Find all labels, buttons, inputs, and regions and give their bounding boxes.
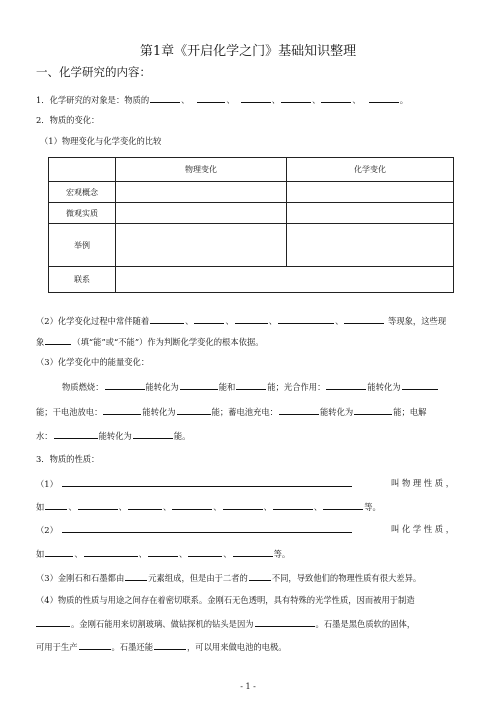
section-heading: 一、化学研究的内容：	[36, 65, 151, 79]
text: 可用于生产	[36, 642, 78, 652]
text: 水：	[36, 431, 53, 441]
text: 象	[36, 337, 45, 347]
question-2-2-line1: （2）化学变化过程中常伴随着 、 、 、 、 等现象，这些现	[36, 316, 447, 326]
text: 能；干电池放电：	[36, 407, 103, 417]
answer-blank[interactable]	[273, 500, 313, 510]
answer-blank[interactable]	[255, 617, 315, 627]
text: 如	[36, 502, 45, 512]
answer-blank[interactable]	[133, 429, 173, 439]
answer-blank[interactable]	[125, 571, 147, 581]
table-row	[49, 203, 454, 224]
table-cell[interactable]	[116, 182, 287, 203]
text: （2）化学变化过程中常伴随着	[36, 316, 150, 326]
question-2: 2．物质的变化：	[36, 115, 100, 125]
text: 不同，导致他们的物理性质有很大差异。	[271, 573, 422, 583]
property-1-line2: 如 、 、 、 、 、 、 等。	[36, 502, 381, 512]
question-2-2-line2	[36, 335, 264, 348]
text: （1）	[36, 479, 58, 489]
answer-blank[interactable]	[326, 380, 366, 390]
text: 。金刚石能用来切割玻璃、做钻探机的钻头是因为	[71, 619, 254, 629]
property-2-line1	[36, 523, 454, 536]
comma: 、	[226, 95, 235, 105]
question-2-1: （1）物理变化与化学变化的比较	[40, 136, 162, 146]
text: 能和	[218, 382, 236, 392]
answer-blank[interactable]	[402, 380, 438, 390]
question-3: 3．物质的性质：	[36, 454, 100, 464]
answer-blank[interactable]	[188, 547, 222, 557]
text: （填“能”或“不能”）作为判断化学变化的根本依据。	[72, 337, 264, 347]
text: 叫 化 学 性 质 ，	[391, 524, 454, 534]
table-row	[49, 224, 454, 267]
answer-blank[interactable]	[154, 640, 186, 650]
comparison-table	[48, 157, 454, 293]
table-cell[interactable]	[116, 224, 287, 267]
text: ，可以用来做电池的电极。	[187, 642, 287, 652]
text: 能转化为	[145, 382, 179, 392]
answer-blank[interactable]	[78, 500, 118, 510]
text: 能；电解	[393, 407, 427, 417]
answer-blank[interactable]	[79, 640, 111, 650]
answer-blank[interactable]	[233, 547, 273, 557]
comma: 、	[271, 95, 281, 105]
answer-blank[interactable]	[36, 617, 70, 627]
comma: 、	[312, 95, 321, 105]
energy-line-3	[36, 429, 190, 442]
text: 能；蓄电池充电：	[211, 407, 278, 417]
text: 能转化为	[319, 407, 354, 417]
answer-blank[interactable]	[54, 429, 98, 439]
answer-blank[interactable]	[369, 93, 399, 103]
question-1-text: 1．化学研究的对象是：物质的	[36, 95, 150, 105]
table-cell[interactable]	[116, 203, 287, 224]
text: 能；光合作用：	[267, 382, 326, 392]
answer-blank[interactable]	[84, 547, 138, 557]
comma: 、	[352, 95, 361, 105]
answer-blank[interactable]	[278, 314, 334, 324]
text: 元素组成，但是由于二者的	[148, 573, 248, 583]
row-label: 宏观概念	[49, 182, 116, 203]
answer-blank[interactable]	[62, 523, 352, 533]
text: 物质燃烧：	[62, 382, 104, 392]
text: 能转化为	[142, 407, 176, 417]
answer-blank[interactable]	[103, 405, 141, 415]
answer-blank[interactable]	[223, 500, 263, 510]
energy-line-1	[62, 380, 439, 393]
answer-blank[interactable]	[279, 405, 319, 415]
page-title: 第1章《开启化学之门》基础知识整理	[139, 44, 357, 59]
property-4-line3	[36, 640, 287, 653]
text: （3）金刚石和石墨都由	[36, 573, 125, 583]
property-2-line2: 如 、 、 、 、 等。	[36, 549, 291, 559]
period: 。	[399, 95, 409, 105]
answer-blank[interactable]	[62, 477, 352, 487]
text: 能。	[173, 431, 191, 441]
question-2-3: （3）化学变化中的能量变化：	[36, 357, 150, 367]
answer-blank[interactable]	[105, 380, 145, 390]
text: 。石墨是黑色质软的固体，	[315, 619, 416, 629]
answer-blank[interactable]	[45, 547, 73, 557]
text: 能转化为	[367, 382, 401, 392]
page-number: - 1 -	[240, 682, 256, 691]
row-label: 举例	[49, 224, 116, 267]
answer-blank[interactable]	[197, 93, 225, 103]
property-4-line1: （4）物质的性质与用途之间存在着密切联系。金刚石无色透明，具有特殊的光学性质，因而被用于制造	[36, 595, 415, 605]
row-label: 联系	[49, 267, 116, 293]
answer-blank[interactable]	[249, 571, 271, 581]
text: 叫 物 理 性 质 ，	[391, 478, 454, 488]
table-header-physical: 物理变化	[116, 158, 287, 182]
answer-blank[interactable]	[150, 314, 184, 324]
answer-blank[interactable]	[180, 380, 218, 390]
table-header-row	[49, 158, 454, 182]
answer-blank[interactable]	[128, 500, 162, 510]
text: 等现象，这些现	[388, 316, 447, 326]
answer-blank[interactable]	[172, 500, 212, 510]
answer-blank[interactable]	[281, 93, 311, 103]
answer-blank[interactable]	[321, 93, 351, 103]
text: 。石墨还能	[111, 642, 153, 652]
answer-blank[interactable]	[344, 314, 384, 324]
table-cell[interactable]	[287, 203, 454, 224]
answer-blank[interactable]	[45, 335, 71, 345]
comma: 、	[181, 95, 190, 105]
text: （2）	[36, 525, 58, 535]
table-corner-cell	[49, 158, 116, 182]
text: 等。	[273, 549, 291, 559]
answer-blank[interactable]	[194, 314, 224, 324]
table-cell[interactable]	[287, 224, 454, 267]
answer-blank[interactable]	[323, 500, 363, 510]
answer-blank[interactable]	[236, 380, 266, 390]
question-1	[36, 93, 408, 106]
text: 如	[36, 549, 45, 559]
table-cell[interactable]	[116, 267, 454, 293]
property-1-line1	[36, 477, 454, 490]
text: 等。	[364, 502, 381, 512]
table-row	[49, 182, 454, 203]
row-label: 微观实质	[49, 203, 116, 224]
energy-line-2	[36, 405, 426, 418]
property-3	[36, 571, 421, 584]
answer-blank[interactable]	[45, 500, 67, 510]
answer-blank[interactable]	[354, 405, 392, 415]
answer-blank[interactable]	[235, 314, 268, 324]
answer-blank[interactable]	[148, 547, 178, 557]
answer-blank[interactable]	[241, 93, 271, 103]
table-row	[49, 267, 454, 293]
answer-blank[interactable]	[150, 93, 180, 103]
answer-blank[interactable]	[177, 405, 211, 415]
property-4-line2	[36, 617, 415, 630]
table-header-chemical: 化学变化	[287, 158, 454, 182]
table-cell[interactable]	[287, 182, 454, 203]
text: 能转化为	[98, 431, 132, 441]
